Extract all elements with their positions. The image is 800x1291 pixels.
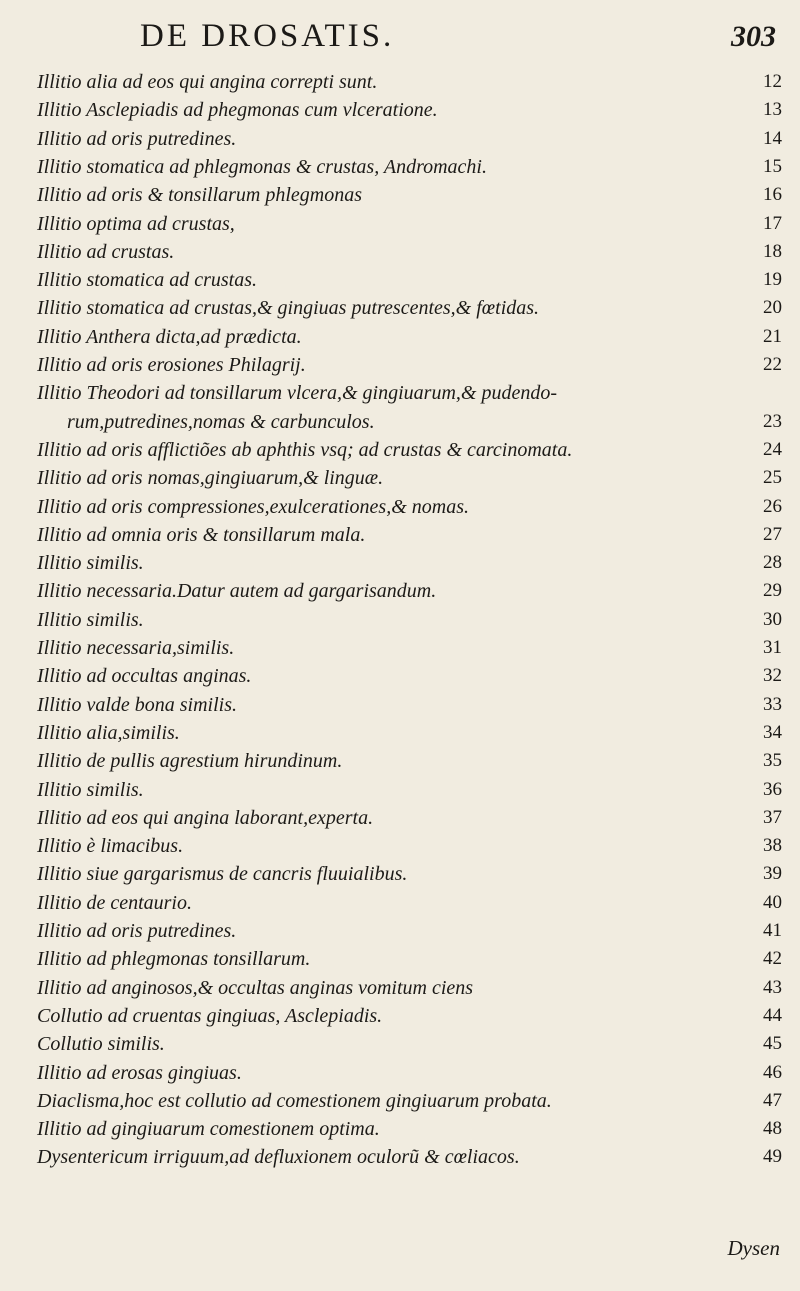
entry-number: 27 bbox=[763, 523, 782, 545]
entry-text: Illitio optima ad crustas, bbox=[37, 212, 235, 235]
entry-number: 26 bbox=[763, 495, 782, 517]
entry-number: 40 bbox=[763, 891, 782, 913]
entry-text: Illitio stomatica ad crustas. bbox=[37, 269, 257, 292]
entry-text: Illitio valde bona similis. bbox=[37, 693, 237, 716]
entry-text: Illitio ad phlegmonas tonsillarum. bbox=[37, 948, 311, 971]
entry-number: 29 bbox=[763, 580, 782, 602]
entry-number: 49 bbox=[763, 1146, 782, 1168]
entry-text: Illitio ad occultas anginas. bbox=[37, 665, 252, 688]
entry-text: Illitio ad anginosos,& occultas anginas vomitum ciens bbox=[37, 976, 474, 999]
entry-number: 45 bbox=[763, 1033, 782, 1055]
entry-text: Illitio Theodori ad tonsillarum vlcera,& gingiuarum,& pudendo- bbox=[37, 382, 557, 405]
entry-text: Illitio stomatica ad crustas,& gingiuas putrescentes,& fœtidas. bbox=[37, 297, 540, 320]
entry-text: Illitio Asclepiadis ad phegmonas cum vlceratione. bbox=[37, 99, 438, 122]
entry-number: 16 bbox=[763, 184, 782, 206]
entry-text: Illitio de centaurio. bbox=[37, 891, 192, 914]
entry-number: 41 bbox=[763, 920, 782, 941]
entry-text: Illitio necessaria,similis. bbox=[37, 637, 235, 659]
entry-text: Illitio similis. bbox=[37, 608, 144, 631]
entry-text: rum,putredines,nomas & carbunculos. bbox=[67, 410, 375, 433]
entry-text: Illitio necessaria.Datur autem ad gargarisandum. bbox=[37, 580, 437, 603]
entry-text: Illitio stomatica ad phlegmonas & crustas, Andromachi. bbox=[37, 155, 487, 178]
entry-number: 24 bbox=[763, 438, 782, 460]
entry-text: Illitio de pullis agrestium hirundinum. bbox=[37, 750, 343, 773]
entry-number: 47 bbox=[763, 1089, 782, 1111]
entry-text: Illitio ad oris putredines. bbox=[37, 127, 237, 150]
entry-number: 38 bbox=[763, 835, 782, 857]
entry-text: Illitio ad oris putredines. bbox=[37, 920, 237, 942]
entry-number: 43 bbox=[763, 976, 782, 998]
entry-number: 28 bbox=[763, 552, 782, 574]
entry-number: 18 bbox=[763, 240, 782, 262]
entry-number: 21 bbox=[763, 325, 782, 347]
entry-text: Illitio ad omnia oris & tonsillarum mala. bbox=[37, 523, 366, 546]
entry-number: 48 bbox=[763, 1118, 782, 1140]
entry-text: Illitio similis. bbox=[37, 552, 144, 575]
entry-text: Illitio ad eos qui angina laborant,experta. bbox=[37, 806, 374, 829]
page-number: 303 bbox=[731, 20, 776, 53]
entry-text: Collutio ad cruentas gingiuas, Asclepiadis. bbox=[37, 1004, 383, 1027]
entry-number: 37 bbox=[763, 806, 782, 828]
entry-number: 19 bbox=[763, 269, 782, 291]
entry-number: 30 bbox=[763, 608, 782, 630]
entry-number: 31 bbox=[763, 637, 782, 658]
entry-text: Illitio ad crustas. bbox=[37, 240, 175, 263]
entry-number: 22 bbox=[763, 354, 782, 375]
entry-number: 42 bbox=[763, 948, 782, 970]
entry-text: Diaclisma,hoc est collutio ad comestionem gingiuarum probata. bbox=[37, 1089, 552, 1112]
entry-text: Illitio ad oris & tonsillarum phlegmonas bbox=[37, 184, 363, 207]
entry-number: 13 bbox=[763, 99, 782, 121]
entry-text: Illitio ad oris afflictiões ab aphthis vsq; ad crustas & carcinomata. bbox=[37, 438, 573, 461]
entry-number: 35 bbox=[763, 750, 782, 772]
entry-text: Illitio è limacibus. bbox=[37, 835, 184, 858]
entry-number: 34 bbox=[763, 721, 782, 743]
entry-text: Illitio alia ad eos qui angina correpti sunt. bbox=[37, 71, 378, 93]
entry-text: Illitio similis. bbox=[37, 778, 144, 801]
entry-number: 36 bbox=[763, 778, 782, 800]
entry-number: 33 bbox=[763, 693, 782, 715]
entry-text: Illitio ad oris erosiones Philagrij. bbox=[37, 354, 306, 376]
entry-number: 12 bbox=[763, 71, 782, 92]
entry-text: Illitio alia,similis. bbox=[37, 721, 180, 744]
entry-number: 44 bbox=[763, 1004, 782, 1026]
entry-text: Dysentericum irriguum,ad defluxionem oculorũ & cœliacos. bbox=[37, 1146, 520, 1169]
entry-text: Collutio similis. bbox=[37, 1033, 165, 1056]
entry-number: 15 bbox=[763, 155, 782, 177]
entry-number: 25 bbox=[763, 467, 782, 489]
entry-text: Illitio ad oris compressiones,exulcerationes,& nomas. bbox=[37, 495, 469, 518]
entry-number: 46 bbox=[763, 1061, 782, 1083]
entry-text: Illitio ad erosas gingiuas. bbox=[37, 1061, 242, 1084]
entry-number: 39 bbox=[763, 863, 782, 885]
entry-text: Illitio ad oris nomas,gingiuarum,& linguæ. bbox=[37, 467, 384, 490]
entry-number: 14 bbox=[763, 127, 782, 149]
running-header bbox=[140, 18, 780, 58]
header-title: DE DROSATIS. bbox=[140, 18, 395, 54]
catchword: Dysen bbox=[727, 1236, 780, 1260]
entry-number: 23 bbox=[763, 410, 782, 432]
entry-text: Illitio ad gingiuarum comestionem optima. bbox=[37, 1118, 380, 1141]
entry-number: 20 bbox=[763, 297, 782, 319]
entry-text: Illitio Anthera dicta,ad prædicta. bbox=[37, 325, 302, 348]
entry-text: Illitio siue gargarismus de cancris fluuialibus. bbox=[37, 863, 408, 886]
entry-number: 17 bbox=[763, 212, 782, 234]
entry-number: 32 bbox=[763, 665, 782, 687]
